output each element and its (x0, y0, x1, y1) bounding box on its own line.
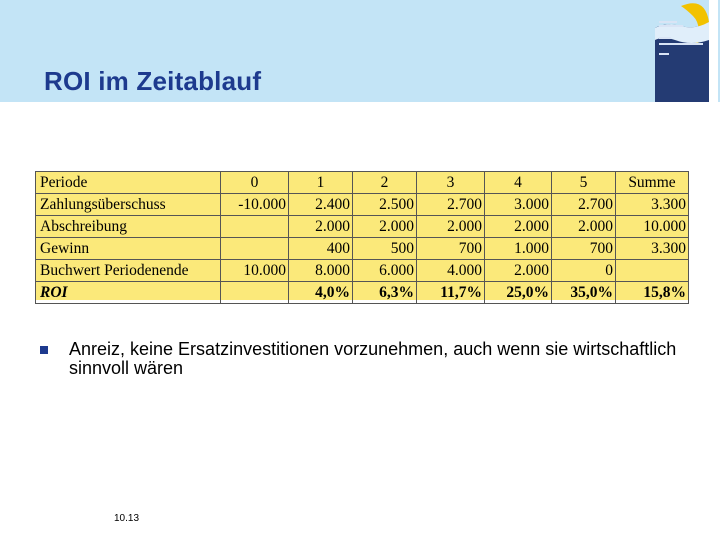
header-cell: 1 (289, 172, 353, 194)
bullet-square-icon (40, 346, 48, 354)
bullet-text: Anreiz, keine Ersatzinvestitionen vorzunehmen, auch wenn sie wirtschaftlich sinnvoll wären (69, 339, 677, 378)
table-cell: 10.000 (616, 216, 689, 238)
table-cell (221, 282, 289, 304)
slide-title: ROI im Zeitablauf (44, 66, 262, 96)
table-cell: 700 (552, 238, 616, 260)
table-cell: 35,0% (552, 282, 616, 304)
table-cell: 25,0% (485, 282, 552, 304)
table-cell: 2.000 (552, 216, 616, 238)
table-cell: 0 (552, 260, 616, 282)
roi-table (35, 171, 689, 304)
row-label: Zahlungsüberschuss (36, 194, 221, 216)
table-cell: 15,8% (616, 282, 689, 304)
table-cell: 500 (353, 238, 417, 260)
table-cell (616, 260, 689, 282)
page-number: 10.13 (114, 513, 140, 524)
table-cell: 2.000 (485, 216, 552, 238)
table-cell: 3.300 (616, 194, 689, 216)
table-cell: 2.700 (417, 194, 485, 216)
table-cell: 8.000 (289, 260, 353, 282)
header-cell: 5 (552, 172, 616, 194)
table-cell: 2.400 (289, 194, 353, 216)
header-cell: Summe (616, 172, 689, 194)
table-cell: 400 (289, 238, 353, 260)
table-cell: 2.500 (353, 194, 417, 216)
row-label: Buchwert Periodenende (36, 260, 221, 282)
table-row-roi (36, 282, 689, 304)
row-label: Abschreibung (36, 216, 221, 238)
table-cell (221, 216, 289, 238)
table-cell: 3.000 (485, 194, 552, 216)
header-cell: 3 (417, 172, 485, 194)
header-cell: 0 (221, 172, 289, 194)
header-cell: 4 (485, 172, 552, 194)
table-cell: 3.300 (616, 238, 689, 260)
table-row (36, 238, 689, 260)
table-cell (221, 238, 289, 260)
table-cell: 4.000 (417, 260, 485, 282)
table-cell: 1.000 (485, 238, 552, 260)
table-header-row (36, 172, 689, 194)
book-cover-thumbnail (655, 0, 718, 102)
table-cell: 10.000 (221, 260, 289, 282)
table-cell: -10.000 (221, 194, 289, 216)
table-cell: 11,7% (417, 282, 485, 304)
row-label: ROI (36, 282, 221, 304)
header-cell: Periode (36, 172, 221, 194)
book-spine (709, 0, 718, 102)
roi-table-container (35, 171, 688, 300)
table-cell: 6,3% (353, 282, 417, 304)
table-row (36, 216, 689, 238)
table-cell: 2.700 (552, 194, 616, 216)
table-cell: 700 (417, 238, 485, 260)
header-cell: 2 (353, 172, 417, 194)
table-cell: 2.000 (417, 216, 485, 238)
row-label: Gewinn (36, 238, 221, 260)
table-row (36, 260, 689, 282)
table-cell: 2.000 (289, 216, 353, 238)
table-cell: 4,0% (289, 282, 353, 304)
table-cell: 2.000 (353, 216, 417, 238)
table-row (36, 194, 689, 216)
table-cell: 6.000 (353, 260, 417, 282)
table-cell: 2.000 (485, 260, 552, 282)
